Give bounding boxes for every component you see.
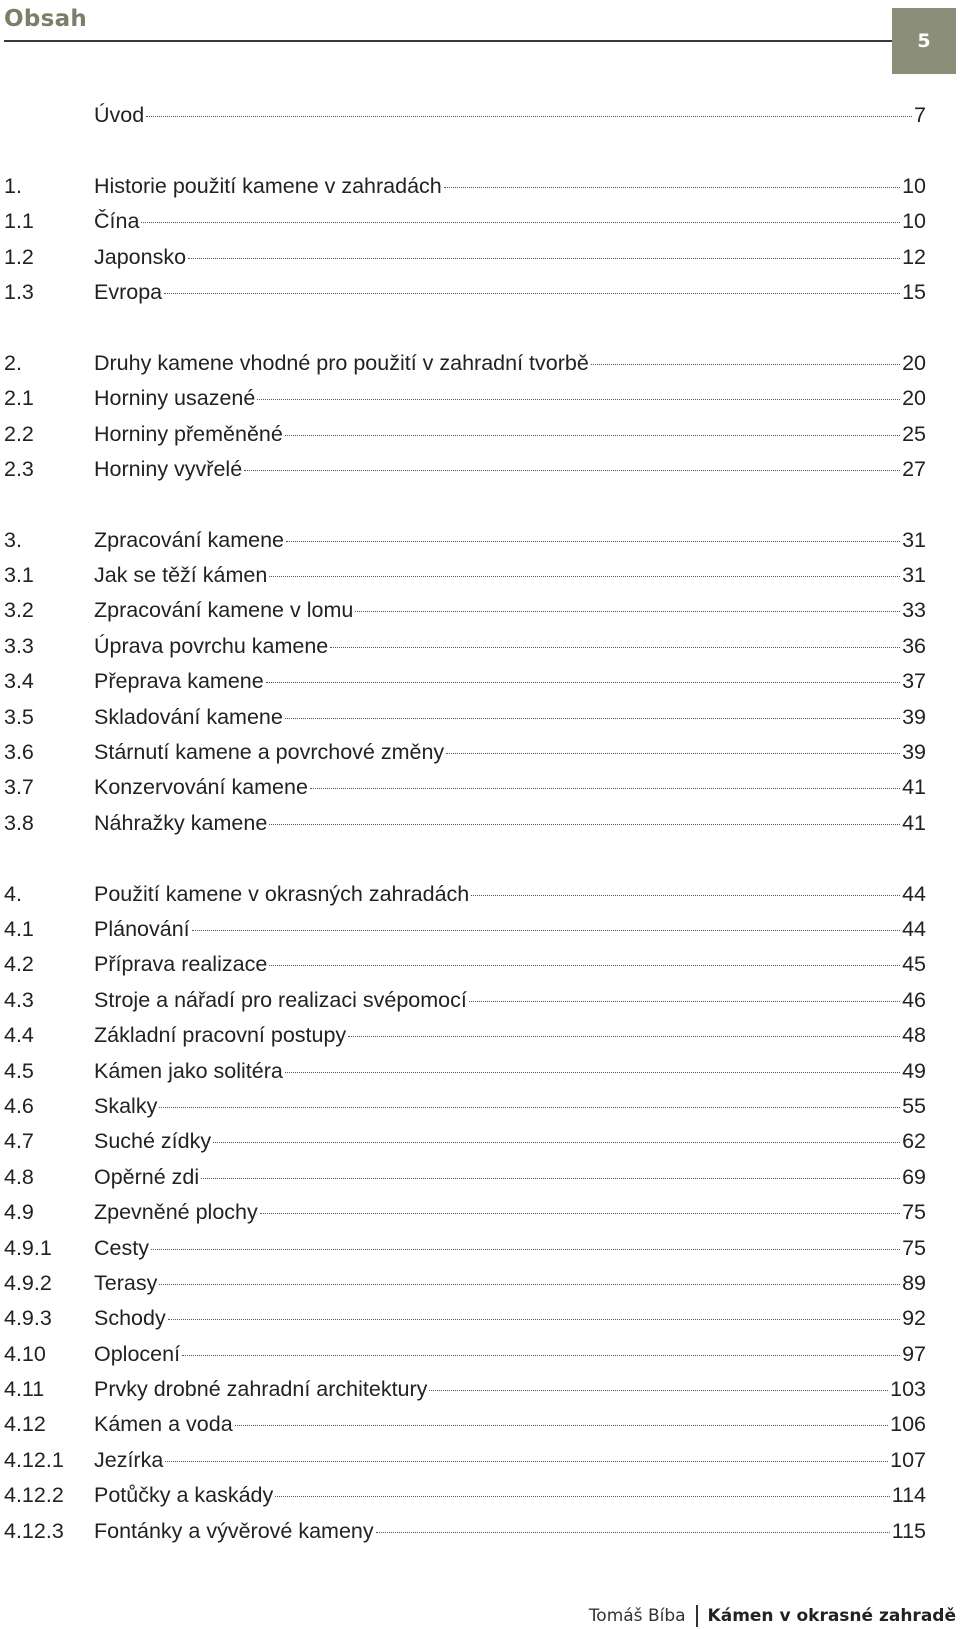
toc-dot-leader: [446, 753, 900, 754]
toc-entry-number: 4.5: [4, 1058, 34, 1083]
toc-entry-number: 3.5: [4, 704, 34, 729]
toc-entry-number: 2.2: [4, 421, 34, 446]
toc-entry-page: 41: [902, 810, 926, 835]
toc-entry[interactable]: [4, 877, 926, 912]
toc-dot-leader: [182, 1355, 900, 1356]
toc-entry[interactable]: [4, 664, 926, 699]
toc-entry-page: 45: [902, 952, 926, 977]
toc-entry-page: 97: [902, 1341, 926, 1366]
toc-entry[interactable]: [4, 240, 926, 275]
toc-entry-title: Úprava povrchu kamene: [94, 633, 329, 658]
toc-entry-page: 89: [902, 1270, 926, 1295]
toc-entry[interactable]: [4, 204, 926, 239]
toc-entry[interactable]: [4, 558, 926, 593]
toc-entry-page: 10: [902, 209, 926, 234]
toc-entry[interactable]: [4, 593, 926, 628]
toc-entry-page: 36: [902, 633, 926, 658]
toc-entry-page: 114: [891, 1483, 926, 1508]
toc-entry-title: Úvod: [94, 103, 145, 127]
toc-entry-page: 10: [902, 173, 926, 198]
toc-dot-leader: [591, 364, 900, 365]
toc-entry-page: 92: [902, 1306, 926, 1331]
toc-entry[interactable]: [4, 1054, 926, 1089]
toc-entry-page: 103: [890, 1377, 926, 1402]
toc-entry[interactable]: [4, 770, 926, 805]
toc-entry-page: 115: [891, 1518, 926, 1543]
toc-entry-title: Stroje a nářadí pro realizaci svépomocí: [94, 987, 467, 1012]
toc-entry-page: 39: [902, 740, 926, 765]
toc-dot-leader: [213, 1142, 900, 1143]
toc-entry[interactable]: [4, 983, 926, 1018]
toc-dot-leader: [269, 965, 900, 966]
toc-entry-title: Jezírka: [94, 1447, 164, 1472]
header-rule: [4, 40, 892, 42]
toc-dot-leader: [192, 930, 900, 931]
toc-entry[interactable]: [4, 275, 926, 310]
toc-entry-page: 31: [902, 563, 926, 588]
toc-entry-number: 3.2: [4, 598, 34, 623]
toc-entry-title: Zpracování kamene v lomu: [94, 598, 354, 623]
toc-entry-page: 62: [902, 1129, 926, 1154]
toc-entry[interactable]: [4, 1089, 926, 1124]
toc-dot-leader: [355, 611, 900, 612]
toc-entry-number: 3.7: [4, 775, 34, 800]
toc-entry-number: 4.9.3: [4, 1306, 52, 1331]
footer-separator: [696, 1605, 698, 1627]
toc-entry-page: 44: [902, 881, 926, 906]
toc-dot-leader: [429, 1390, 888, 1391]
toc-entry-title: Čína: [94, 209, 140, 234]
toc-entry[interactable]: [4, 735, 926, 770]
toc-entry-number: 1.2: [4, 244, 34, 269]
toc-entry-number: 4.1: [4, 916, 34, 941]
toc-entry-number: 1.3: [4, 279, 34, 304]
toc-dot-leader: [330, 647, 900, 648]
toc-entry-page: 107: [890, 1447, 926, 1472]
toc-dot-leader: [235, 1425, 888, 1426]
toc-entry-page: 20: [902, 386, 926, 411]
toc-dot-leader: [146, 116, 912, 117]
toc-dot-leader: [310, 788, 900, 789]
toc-entry-number: 4.11: [4, 1377, 45, 1402]
page-title: Obsah: [4, 6, 88, 32]
footer: [589, 1605, 956, 1627]
toc-entry-page: 31: [902, 527, 926, 552]
toc-entry-number: 3.3: [4, 633, 34, 658]
toc-entry-page: 39: [902, 704, 926, 729]
toc-entry[interactable]: [4, 98, 926, 133]
toc-entry[interactable]: [4, 1195, 926, 1230]
toc-dot-leader: [260, 1213, 900, 1214]
toc-entry[interactable]: [4, 1124, 926, 1159]
toc-entry-title: Zpracování kamene: [94, 527, 285, 552]
toc-dot-leader: [444, 187, 900, 188]
toc-entry-number: 2.1: [4, 386, 34, 411]
toc-entry-title: Oplocení: [94, 1341, 181, 1366]
toc-entry-title: Použití kamene v okrasných zahradách: [94, 881, 470, 906]
toc-entry[interactable]: [4, 1372, 926, 1407]
toc-entry-number: 3.: [4, 527, 22, 552]
toc-entry-title: Přeprava kamene: [94, 669, 264, 694]
toc-dot-leader: [201, 1178, 900, 1179]
toc-dot-leader: [244, 470, 900, 471]
toc-entry-number: 1.: [4, 173, 22, 198]
toc-entry-title: Horniny usazené: [94, 386, 256, 411]
toc-entry-title: Terasy: [94, 1270, 158, 1295]
toc-entry-title: Schody: [94, 1306, 166, 1331]
table-of-contents: [4, 98, 926, 1549]
toc-dot-leader: [257, 399, 900, 400]
toc-entry-title: Druhy kamene vhodné pro použití v zahradní tvorbě: [94, 350, 589, 375]
toc-entry-number: 3.8: [4, 810, 34, 835]
toc-entry-number: 4.12.2: [4, 1483, 64, 1508]
toc-entry-number: 3.6: [4, 740, 34, 765]
toc-entry[interactable]: [4, 947, 926, 982]
toc-dot-leader: [285, 1072, 900, 1073]
toc-entry-page: 55: [902, 1093, 926, 1118]
toc-entry-page: 41: [902, 775, 926, 800]
toc-dot-leader: [275, 1496, 889, 1497]
footer-book-title: Kámen v okrasné zahradě: [707, 1606, 956, 1626]
toc-entry-title: Náhražky kamene: [94, 810, 268, 835]
toc-entry-page: 25: [902, 421, 926, 446]
page-number-badge: [892, 8, 956, 74]
toc-dot-leader: [159, 1284, 900, 1285]
toc-entry-number: 4.8: [4, 1164, 34, 1189]
toc-entry[interactable]: [4, 1407, 926, 1442]
toc-entry-title: Stárnutí kamene a povrchové změny: [94, 740, 445, 765]
toc-entry[interactable]: [4, 1337, 926, 1372]
toc-entry-page: 37: [902, 669, 926, 694]
toc-entry-title: Fontánky a vývěrové kameny: [94, 1518, 374, 1543]
toc-dot-leader: [348, 1036, 900, 1037]
toc-entry[interactable]: [4, 523, 926, 558]
toc-entry-title: Konzervování kamene: [94, 775, 308, 800]
toc-entry-number: 4.10: [4, 1341, 46, 1366]
toc-entry[interactable]: [4, 169, 926, 204]
toc-dot-leader: [376, 1532, 890, 1533]
toc-dot-leader: [164, 293, 900, 294]
toc-entry-number: 3.4: [4, 669, 34, 694]
toc-entry-page: 69: [902, 1164, 926, 1189]
toc-entry-page: 75: [902, 1200, 926, 1225]
toc-entry-title: Příprava realizace: [94, 952, 268, 977]
toc-entry[interactable]: [4, 417, 926, 452]
toc-entry-title: Kámen jako solitéra: [94, 1058, 283, 1083]
toc-entry-page: 49: [902, 1058, 926, 1083]
toc-entry[interactable]: [4, 1443, 926, 1478]
toc-entry[interactable]: [4, 700, 926, 735]
toc-entry-title: Opěrné zdi: [94, 1164, 200, 1189]
toc-entry[interactable]: [4, 1266, 926, 1301]
toc-entry-number: 4.4: [4, 1023, 34, 1048]
toc-dot-leader: [286, 541, 900, 542]
toc-entry[interactable]: [4, 912, 926, 947]
toc-entry[interactable]: [4, 452, 926, 487]
toc-entry-title: Prvky drobné zahradní architektury: [94, 1377, 428, 1402]
toc-entry-page: 48: [902, 1023, 926, 1048]
toc-entry[interactable]: [4, 1160, 926, 1195]
toc-entry-title: Zpevněné plochy: [94, 1200, 258, 1225]
toc-dot-leader: [269, 824, 900, 825]
toc-dot-leader: [471, 895, 900, 896]
toc-entry-number: 4.9.1: [4, 1235, 52, 1260]
toc-entry-number: 3.1: [4, 563, 34, 588]
toc-entry-number: 4.7: [4, 1129, 34, 1154]
toc-entry[interactable]: [4, 381, 926, 416]
toc-entry-number: 2.: [4, 350, 22, 375]
footer-author: Tomáš Bíba: [588, 1606, 686, 1626]
toc-entry-page: 12: [902, 244, 926, 269]
toc-entry-number: 4.6: [4, 1093, 34, 1118]
toc-entry-number: 2.3: [4, 456, 34, 481]
toc-dot-leader: [168, 1319, 900, 1320]
toc-entry-number: 4.12.3: [4, 1518, 64, 1543]
toc-entry-title: Japonsko: [94, 244, 187, 269]
toc-entry-number: 4.2: [4, 952, 34, 977]
toc-entry-title: Základní pracovní postupy: [94, 1023, 347, 1048]
toc-entry-page: 15: [902, 279, 926, 304]
toc-entry-number: 4.9: [4, 1200, 34, 1225]
toc-entry[interactable]: [4, 1018, 926, 1053]
toc-entry-title: Skladování kamene: [94, 704, 283, 729]
page-number: 5: [917, 30, 931, 52]
toc-entry-title: Horniny vyvřelé: [94, 456, 243, 481]
toc-entry-number: 4.: [4, 881, 22, 906]
toc-entry-number: 4.3: [4, 987, 34, 1012]
toc-dot-leader: [285, 435, 900, 436]
toc-entry[interactable]: [4, 1478, 926, 1513]
toc-dot-leader: [159, 1107, 900, 1108]
toc-entry-number: 4.12.1: [4, 1447, 64, 1472]
toc-entry-title: Kámen a voda: [94, 1412, 233, 1437]
toc-entry-title: Horniny přeměněné: [94, 421, 283, 446]
toc-entry-title: Jak se těží kámen: [94, 563, 268, 588]
toc-entry-number: 1.1: [4, 209, 34, 234]
toc-entry-title: Skalky: [94, 1093, 158, 1118]
toc-entry-page: 20: [902, 350, 926, 375]
toc-dot-leader: [151, 1249, 900, 1250]
toc-dot-leader: [188, 258, 900, 259]
toc-entry[interactable]: [4, 1231, 926, 1266]
toc-dot-leader: [269, 576, 900, 577]
toc-dot-leader: [266, 682, 900, 683]
toc-entry[interactable]: [4, 346, 926, 381]
toc-entry[interactable]: [4, 806, 926, 841]
toc-entry-title: Historie použití kamene v zahradách: [94, 173, 442, 198]
toc-entry[interactable]: [4, 629, 926, 664]
toc-entry-number: 4.9.2: [4, 1270, 52, 1295]
toc-entry-page: 44: [902, 916, 926, 941]
toc-entry-title: Plánování: [94, 916, 190, 941]
toc-entry-number: 4.12: [4, 1412, 46, 1437]
toc-entry-page: 33: [902, 598, 926, 623]
toc-dot-leader: [141, 222, 900, 223]
toc-dot-leader: [469, 1001, 900, 1002]
toc-dot-leader: [165, 1461, 888, 1462]
toc-entry-title: Cesty: [94, 1235, 149, 1260]
toc-entry-page: 46: [902, 987, 926, 1012]
toc-entry-page: 27: [902, 456, 926, 481]
toc-dot-leader: [285, 718, 900, 719]
toc-entry[interactable]: [4, 1301, 926, 1336]
toc-entry-page: 75: [902, 1235, 926, 1260]
toc-entry-title: Suché zídky: [94, 1129, 212, 1154]
toc-entry[interactable]: [4, 1514, 926, 1549]
toc-entry-title: Evropa: [94, 279, 163, 304]
toc-entry-page: 106: [890, 1412, 926, 1437]
toc-entry-title: Potůčky a kaskády: [94, 1483, 274, 1508]
toc-entry-page: 7: [914, 103, 926, 127]
